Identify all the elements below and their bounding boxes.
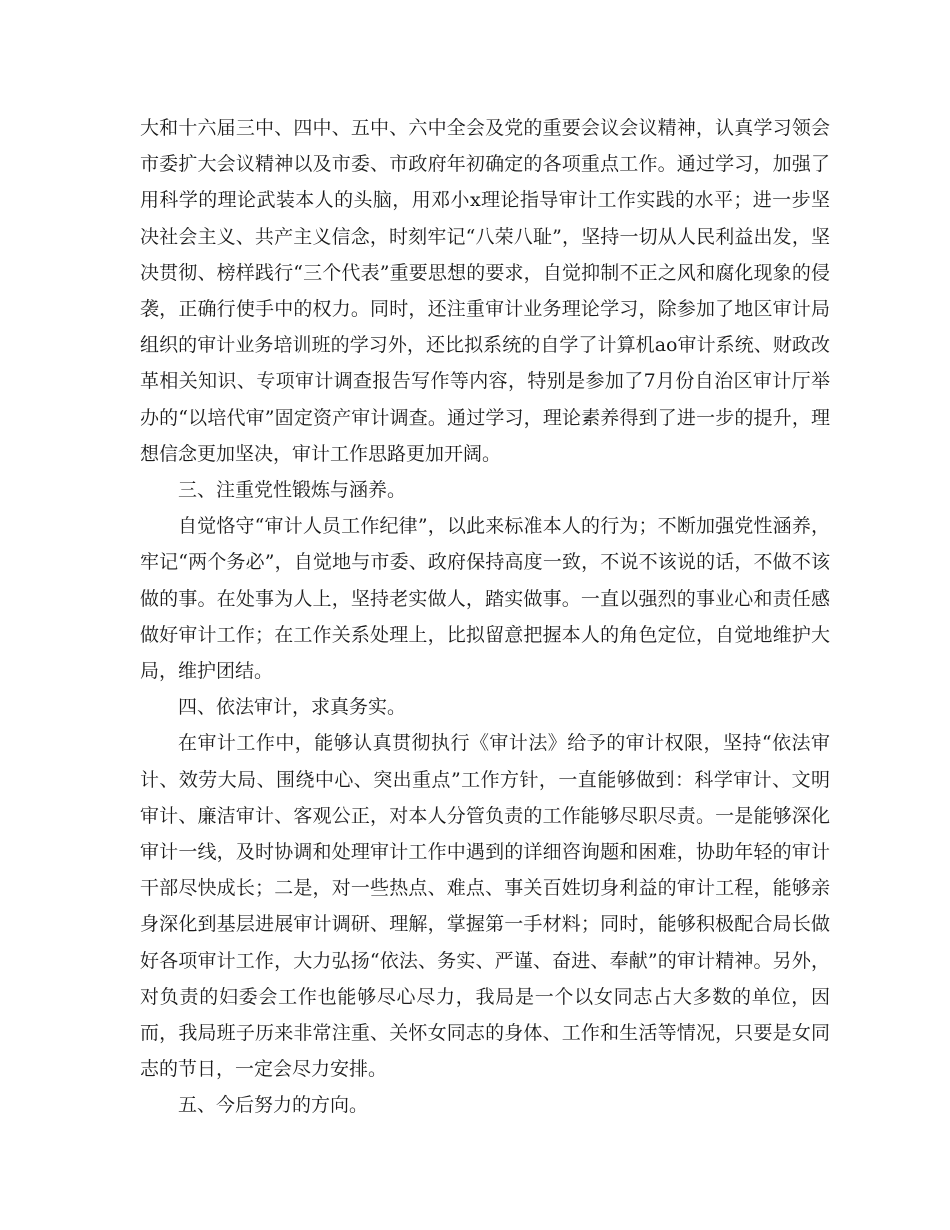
document-body xyxy=(140,110,830,1124)
paragraph-lawful-audit: 在审计工作中，能够认真贯彻执行《审计法》给予的审计权限，坚持“依法审计、效劳大局、围绕中心、突出重点”工作方针，一直能够做到：科学审计、文明审计、廉洁审计、客观公正，对本人分管负责的工作能够尽职尽责。一是能够深化审计一线，及时协调和处理审计工作中遇到的详细咨询题和困难，协助年轻的审计干部尽快成长；二是，对一些热点、难点、事关百姓切身利益的审计工程，能够亲身深化到基层进展审计调研、理解，掌握第一手材料；同时，能够积极配合局长做好各项审计工作，大力弘扬“依法、务实、严谨、奋进、奉献”的审计精神。另外，对负责的妇委会工作也能够尽心尽力，我局是一个以女同志占大多数的单位，因而，我局班子历来非常注重、关怀女同志的身体、工作和生活等情况，只要是女同志的节日，一定会尽力安排。 xyxy=(140,732,830,1081)
paragraph-party-spirit: 自觉恪守“审计人员工作纪律”，以此来标准本人的行为；不断加强党性涵养，牢记“两个务必”，自觉地与市委、政府保持高度一致，不说不该说的话，不做不该做的事。在处事为人上，坚持老实做人，踏实做事。一直以强烈的事业心和责任感做好审计工作；在工作关系处理上，比拟留意把握本人的角色定位，自觉地维护大局，维护团结。 xyxy=(140,515,830,683)
section-heading-party-spirit: 三、注重党性锻炼与涵养。 xyxy=(178,479,407,502)
section-heading-future-direction: 五、今后努力的方向。 xyxy=(178,1094,369,1117)
paragraph-study-continued: 大和十六届三中、四中、五中、六中全会及党的重要会议会议精神，认真学习领会市委扩大会议精神以及市委、市政府年初确定的各项重点工作。通过学习，加强了用科学的理论武装本人的头脑，用邓小x理论指导审计工作实践的水平；进一步坚决社会主义、共产主义信念，时刻牢记“八荣八耻”，坚持一切从人民利益出发，坚决贯彻、榜样践行“三个代表”重要思想的要求，自觉抑制不正之风和腐化现象的侵袭，正确行使手中的权力。同时，还注重审计业务理论学习，除参加了地区审计局组织的审计业务培训班的学习外，还比拟系统的自学了计算机ao审计系统、财政改革相关知识、专项审计调查报告写作等内容，特别是参加了7月份自治区审计厅举办的“以培代审”固定资产审计调查。通过学习，理论素养得到了进一步的提升，理想信念更加坚决，审计工作思路更加开阔。 xyxy=(140,117,830,465)
section-heading-lawful-audit: 四、依法审计，求真务实。 xyxy=(178,696,407,719)
